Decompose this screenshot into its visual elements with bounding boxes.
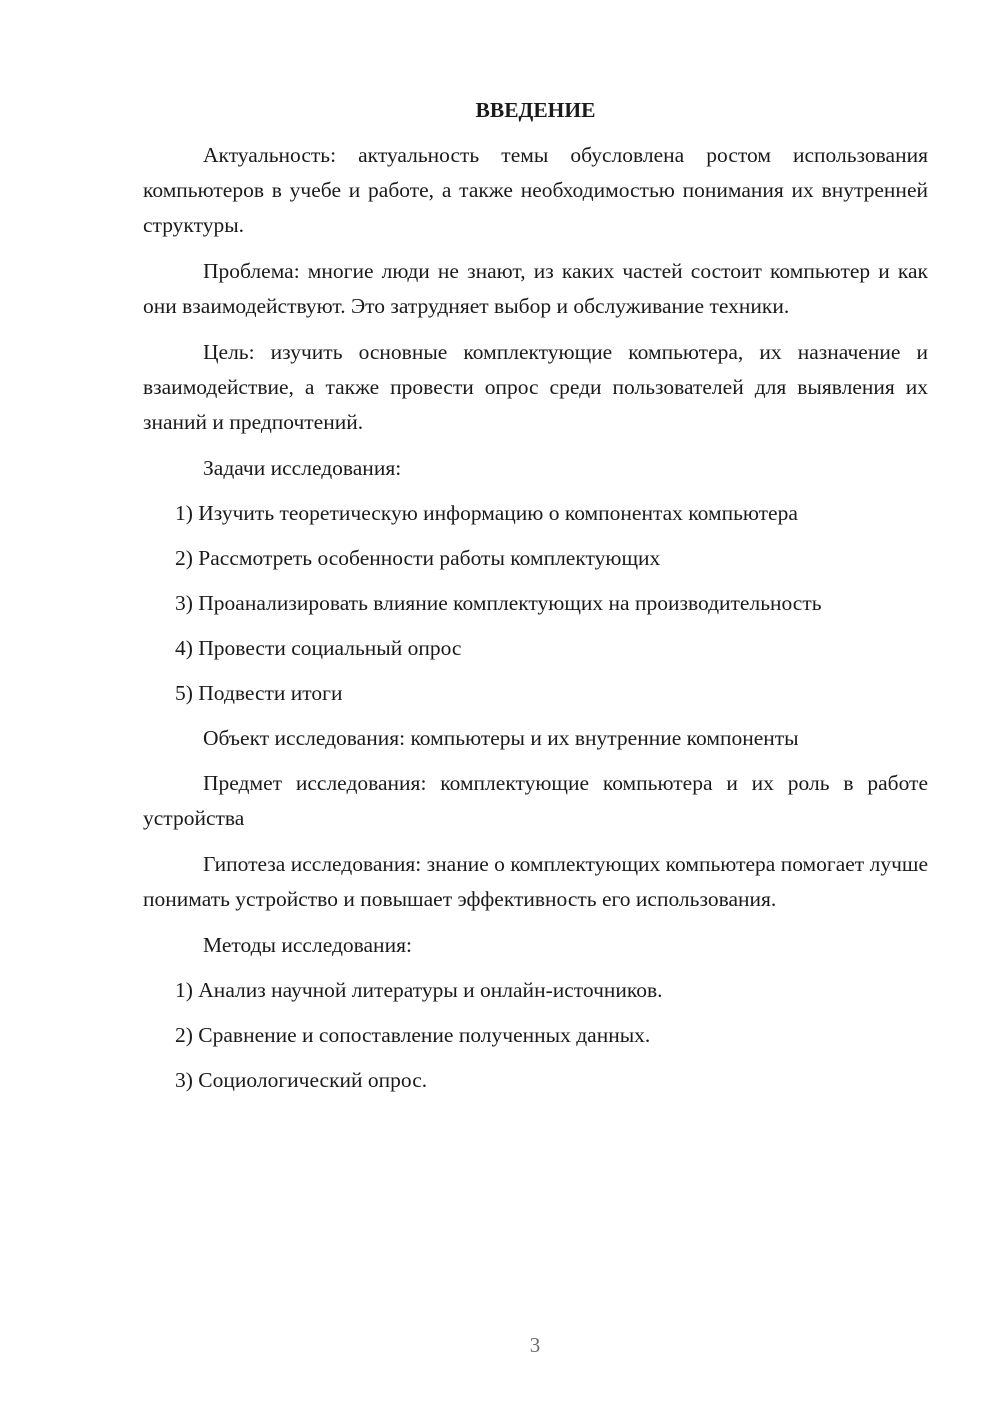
task-item: 2) Рассмотреть особенности работы комплектующих [175,546,661,570]
task-item: 1) Изучить теоретическую информацию о компонентах компьютера [175,501,798,525]
methods-title: Методы исследования: [203,933,412,957]
section-heading: ВВЕДЕНИЕ [475,98,596,122]
problem-paragraph: Проблема: многие люди не знают, из каких частей состоит компьютер и как они взаимодействуют. Это затрудняет выбор и обслуживание техники. [143,259,928,318]
relevance-paragraph: Актуальность: актуальность темы обусловлена ростом использования компьютеров в учебе и работе, а также необходимостью понимания их внутренней структуры. [143,143,928,237]
method-item: 2) Сравнение и сопоставление полученных данных. [175,1023,651,1047]
document-page [143,92,928,1108]
subject-paragraph: Предмет исследования: комплектующие компьютера и их роль в работе устройства [143,771,928,830]
object-paragraph: Объект исследования: компьютеры и их внутренние компоненты [203,726,799,750]
method-item: 3) Социологический опрос. [175,1068,428,1092]
task-item: 4) Провести социальный опрос [175,636,462,660]
task-item: 5) Подвести итоги [175,681,343,705]
page-number: 3 [529,1333,541,1357]
method-item: 1) Анализ научной литературы и онлайн-источников. [175,978,663,1002]
hypothesis-paragraph: Гипотеза исследования: знание о комплектующих компьютера помогает лучше понимать устройство и повышает эффективность его использования. [143,852,928,911]
task-item: 3) Проанализировать влияние комплектующих на производительность [175,591,822,615]
goal-paragraph: Цель: изучить основные комплектующие компьютера, их назначение и взаимодействие, а также провести опрос среди пользователей для выявления их знаний и предпочтений. [143,340,928,434]
tasks-title: Задачи исследования: [203,456,402,480]
